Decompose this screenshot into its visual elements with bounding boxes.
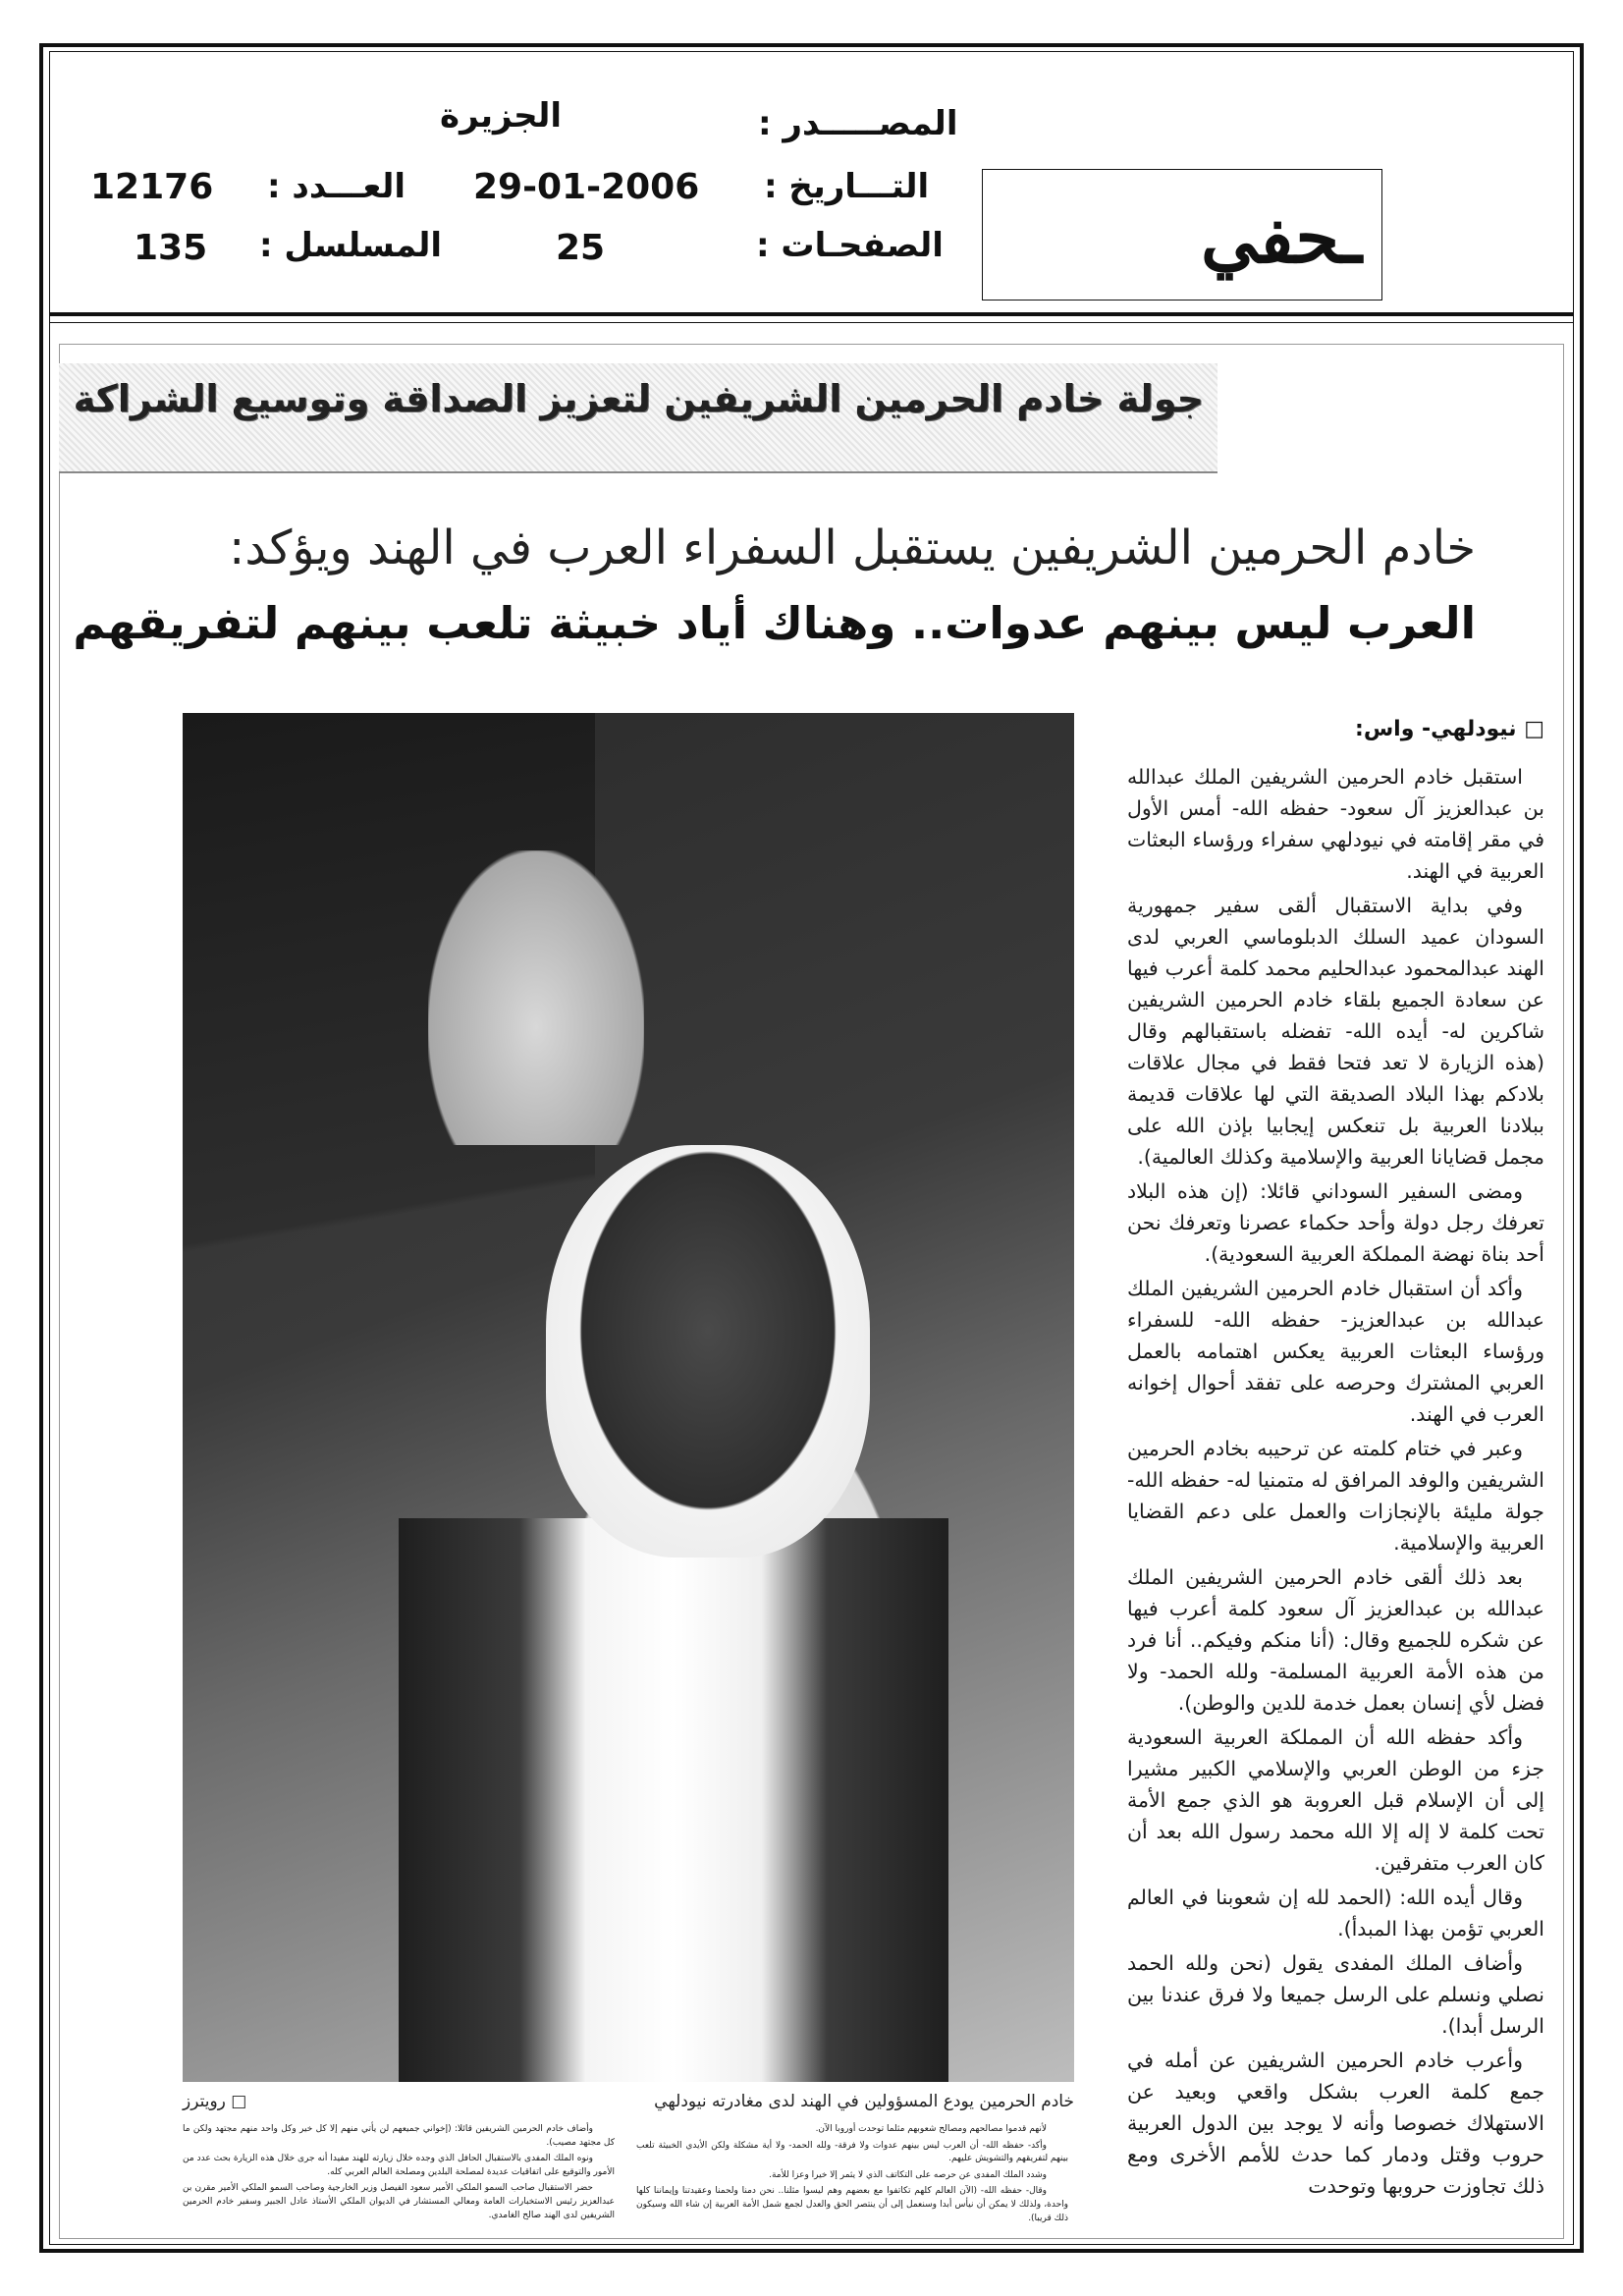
article-kicker: خادم الحرمين الشريفين يستقبل السفراء العرب في الهند ويؤكد: [229, 520, 1476, 575]
article-dateline: □ نيودلهي- واس: [1355, 717, 1544, 741]
photo-hand-shape [428, 850, 644, 1145]
photo-caption-text: خادم الحرمين يودع المسؤولين في الهند لدى مغادرته نيودلهي [654, 2092, 1074, 2111]
date-value: 29-01-2006 [473, 167, 700, 207]
paragraph: وأكد- حفظه الله- أن العرب ليس بينهم عدوات ولا فرقة- ولله الحمد- ولا أية مشكلة ولكن الأيدي الخبيثة تلعب بينهم لتفريقهم والتشويش عليهم. [636, 2140, 1068, 2164]
pages-value: 25 [556, 228, 606, 268]
paragraph: بعد ذلك ألقى خادم الحرمين الشريفين الملك عبدالله بن عبدالعزيز آل سعود كلمة أعرب فيها عن شكره للجميع وقال: (أنا منكم وفيكم.. أنا فرد من هذه الأمة العربية المسلمة- ولله الحمد- ولا فضل لأي إنسان بعمل خدمة للدين والوطن). [1127, 1565, 1544, 1715]
series-banner-text: جولة خادم الحرمين الشريفين لتعزيز الصداقة وتوسيع الشراكة [73, 377, 1204, 420]
paragraph: وشدد الملك المفدى عن حرصه على التكاتف الذي لا يثمر إلا خيرا وعزا للأمة. [769, 2169, 1047, 2180]
paragraph: وأضاف خادم الحرمين الشريفين قائلا: (إخواني جميعهم لن يأتي منهم إلا كل خير وكل واحد منهم مجتهد ولكن ما كل مجتهد مصيب). [183, 2124, 615, 2148]
serial-label: المسلسل : [259, 226, 443, 265]
paragraph: وأكد حفظه الله أن المملكة العربية السعودية جزء من الوطن العربي والإسلامي الكبير مشيرا إلى أن الإسلام قبل العروبة هو الذي جمع الأمة تحت كلمة لا إله إلا الله محمد رسول الله بعد أن كان العرب متفرقين. [1127, 1725, 1544, 1875]
photo-credit: □ رويترز [183, 2092, 247, 2111]
article-column-left [183, 2123, 615, 2225]
paragraph: وقال أيده الله: (الحمد لله إن شعوبنا في العالم العربي تؤمن بهذا المبدأ). [1127, 1886, 1544, 1941]
source-value: الجزيرة [440, 96, 563, 136]
paragraph: لأنهم قدموا مصالحهم ومصالح شعوبهم مثلما توحدت أوروبا الآن. [815, 2124, 1047, 2134]
photo-body-shape [399, 1518, 948, 2082]
paragraph: وعبر في ختام كلمته عن ترحيبه بخادم الحرمين الشريفين والوفد المرافق له متمنيا له- حفظه الله- جولة مليئة بالإنجازات والعمل على دعم القضايا العربية والإسلامية. [1127, 1437, 1544, 1555]
source-label: المصـــــدر : [758, 104, 958, 143]
serial-value: 135 [134, 228, 208, 268]
date-label: التـــاريخ : [764, 167, 930, 206]
paragraph: ومضى السفير السوداني قائلا: (إن هذه البلاد تعرفك رجل دولة وأحد حكماء عصرنا وتعرفك نحن أحد بناة نهضة المملكة العربية السعودية). [1127, 1179, 1544, 1266]
photo-head-shape [546, 1145, 870, 1558]
paragraph: ونوه الملك المفدى بالاستقبال الحافل الذي وجده خلال زيارته للهند مفيدا أنه جرى خلال هذه الزيارة بحث عدد من الأمور والتوقيع على اتفاقيات عديدة لمصلحة البلدين ومصلحة العالم العربي كله. [183, 2154, 615, 2177]
publication-logo-text: ـحفي [1200, 195, 1362, 279]
paragraph: وأعرب خادم الحرمين الشريفين عن أمله في جمع كلمة العرب بشكل واقعي وبعيد عن الاستهلاك خصوصا وأنه لا يوجد بين الدول العربية حروب وقتل ودمار كما حدث للأمم الأخرى ومع ذلك تجاوزت حروبها وتوحدت [1127, 2049, 1544, 2198]
article-column-right [1127, 761, 1544, 2205]
article-headline: العرب ليس بينهم عدوات.. وهناك أياد خبيثة تلعب بينهم لتفريقهم [73, 597, 1476, 649]
article-photo [183, 713, 1074, 2082]
paragraph: حضر الاستقبال صاحب السمو الملكي الأمير سعود الفيصل وزير الخارجية وصاحب السمو الملكي الأمير مقرن بن عبدالعزيز رئيس الاستخبارات العامة ومعالي المستشار في الديوان الملكي الأستاذ عادل الجبير وسفير خادم الحرمين الشريفين لدى الهند صالح الغامدي. [183, 2183, 615, 2220]
paragraph: وفي بداية الاستقبال ألقى سفير جمهورية السودان عميد السلك الدبلوماسي العربي لدى الهند عبدالمحمود عبدالحليم محمد كلمة أعرب فيها عن سعادة الجميع بلقاء خادم الحرمين الشريفين شاكرين له- أيده الله- تفضله باستقبالهم وقال (هذه الزيارة لا تعد فتحا فقط في مجال علاقات بلادكم بهذا البلاد الصديقة التي لها علاقات قديمة ببلادنا العربية بل تنعكس إيجابيا بإذن الله على مجمل قضايانا العربية والإسلامية وكذلك العالمية). [1127, 894, 1544, 1169]
header-divider [49, 312, 1574, 316]
article-column-middle [636, 2123, 1068, 2228]
publication-logo-box [982, 169, 1382, 301]
paragraph: استقبل خادم الحرمين الشريفين الملك عبدالله بن عبدالعزيز آل سعود- حفظه الله- أمس الأول في مقر إقامته في نيودلهي سفراء ورؤساء البعثات العربية في الهند. [1127, 765, 1544, 883]
paragraph: وقال- حفظه الله- (الآن العالم كلهم تكاتفوا مع بعضهم وهم ليسوا مثلنا.. نحن دمنا ولحمنا وعقيدتنا وإيماننا كلها واحدة، ولذلك لا يمكن أن نيأس أبدا وسنعمل إلى أن ينتصر الحق والعدل لجمع شمل الأمة العربية إن شاء الله وسيكون ذلك قريبا). [636, 2186, 1068, 2223]
header-divider-thin [49, 322, 1574, 323]
series-banner [59, 363, 1217, 473]
paragraph: وأكد أن استقبال خادم الحرمين الشريفين الملك عبدالله بن عبدالعزيز- حفظه الله- للسفراء ورؤساء البعثات العربية يعكس اهتمامه بالعمل العربي المشترك وحرصه على تفقد أحوال إخوانه العرب في الهند. [1127, 1277, 1544, 1426]
paragraph: وأضاف الملك المفدى يقول (نحن ولله الحمد نصلي ونسلم على الرسل جميعا ولا فرق عندنا بين الرسل أبدا). [1127, 1951, 1544, 2038]
issue-label: العـــدد : [267, 167, 406, 206]
issue-value: 12176 [90, 167, 214, 207]
pages-label: الصفحـات : [756, 226, 944, 265]
